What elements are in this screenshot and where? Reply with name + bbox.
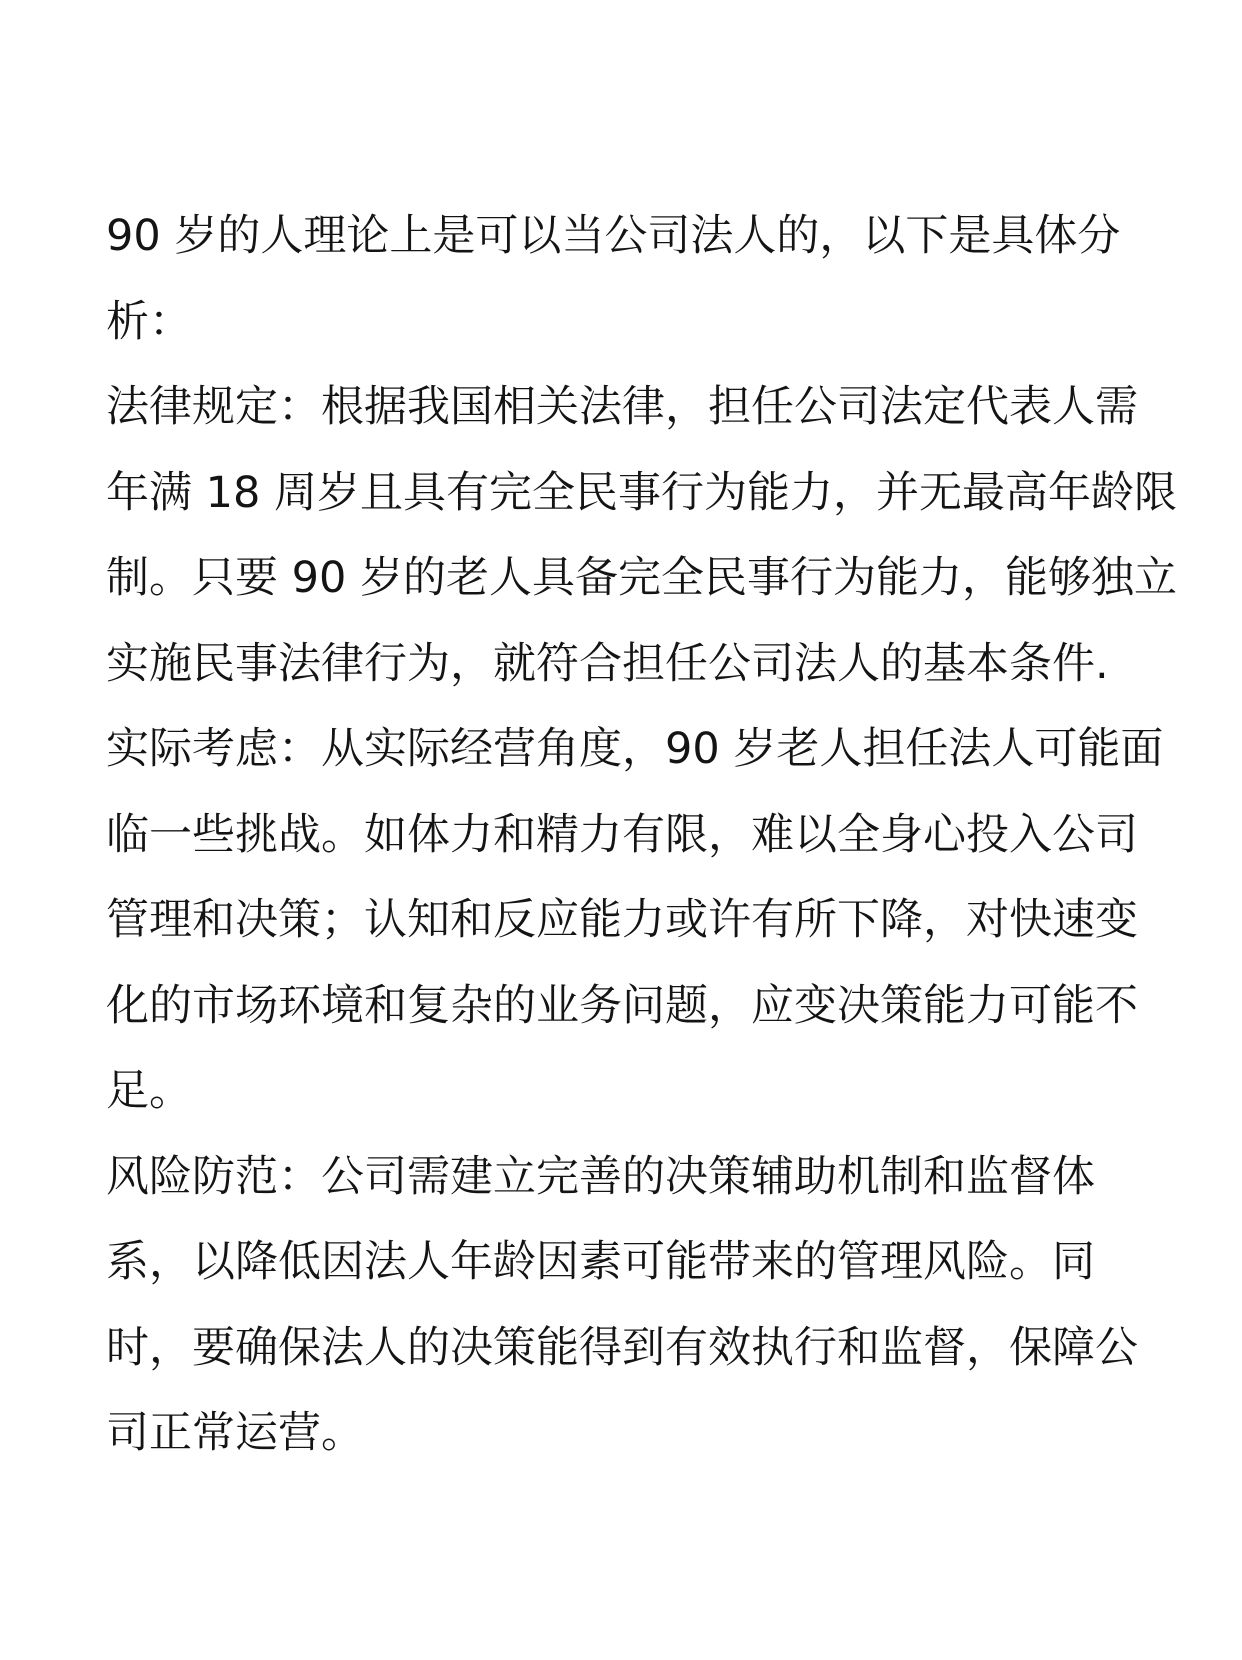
article-text bbox=[106, 194, 1178, 1477]
text-line: 时，要确保法人的决策能得到有效执行和监督，保障公 bbox=[106, 1322, 1138, 1373]
text-line: 析： bbox=[106, 296, 192, 347]
text-line: 管理和决策；认知和反应能力或许有所下降，对快速变 bbox=[106, 895, 1138, 945]
text-line: 化的市场环境和复杂的业务问题，应变决策能力可能不 bbox=[106, 980, 1138, 1031]
text-line: 临一些挑战。如体力和精力有限，难以全身心投入公司 bbox=[106, 809, 1138, 860]
text-line: 90 岁的人理论上是可以当公司法人的，以下是具体分 bbox=[106, 211, 1121, 261]
text-line: 实际考虑：从实际经营角度，90 岁老人担任法人可能面 bbox=[106, 724, 1164, 774]
text-line: 司正常运营。 bbox=[106, 1408, 364, 1458]
text-line: 法律规定：根据我国相关法律，担任公司法定代表人需 bbox=[106, 382, 1138, 432]
text-line: 年满 18 周岁且具有完全民事行为能力，并无最高年龄限 bbox=[106, 467, 1178, 518]
text-line: 足。 bbox=[106, 1066, 192, 1116]
text-line: 实施民事法律行为，就符合担任公司法人的基本条件. bbox=[106, 638, 1109, 689]
text-line: 系，以降低因法人年龄因素可能带来的管理风险。同 bbox=[106, 1237, 1095, 1287]
text-line: 风险防范：公司需建立完善的决策辅助机制和监督体 bbox=[106, 1151, 1095, 1202]
text-line: 制。只要 90 岁的老人具备完全民事行为能力，能够独立 bbox=[106, 553, 1178, 603]
